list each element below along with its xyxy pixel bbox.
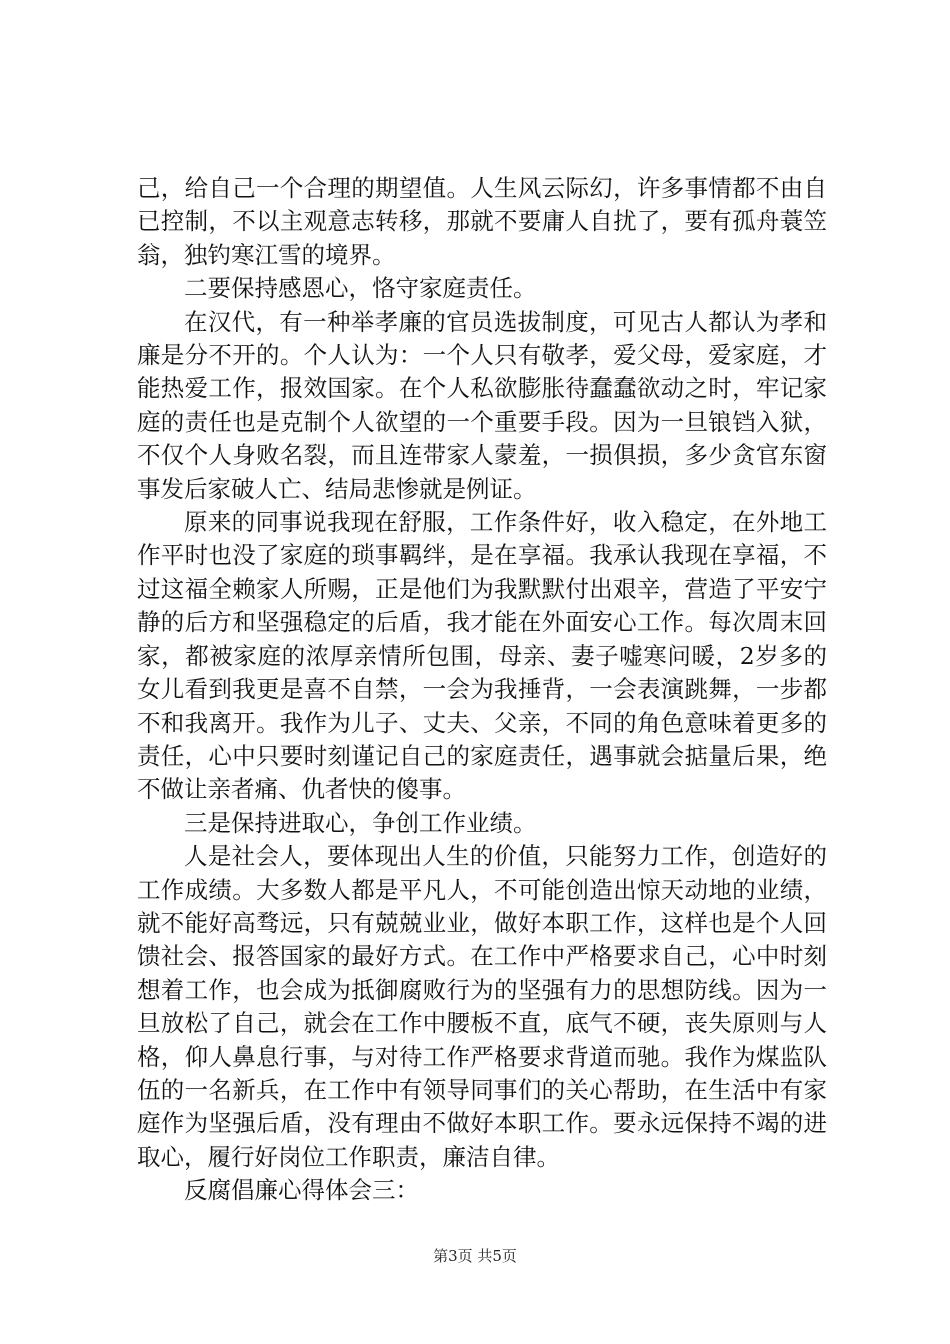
paragraph-han-dynasty: 在汉代，有一种举孝廉的官员选拔制度，可见古人都认为孝和廉是分不开的。个人认为：一个人只有敬孝，爱父母，爱家庭，才能热爱工作，报效国家。在个人私欲膨胀待蠢蠢欲动之时，牢记家庭的责任也是克制个人欲望的一个重要手段。因为一旦锒铛入狱，不仅个人身败名裂，而且连带家人蒙羞，一损俱损，多少贪官东窗事发后家破人亡、结局悲惨就是例证。 [137,307,827,503]
page-number-footer: 第3页 共5页 [433,1247,517,1265]
section-heading-part-three: 反腐倡廉心得体会三： [184,1176,419,1205]
document-body [137,172,827,1208]
paragraph-family: 原来的同事说我现在舒服，工作条件好，收入稳定，在外地工作平时也没了家庭的琐事羁绊，是在享福。我承认我现在享福，不过这福全赖家人所赐，正是他们为我默默付出艰辛，营造了平安宁静的后方和坚强稳定的后盾，我才能在外面安心工作。每次周末回家，都被家庭的浓厚亲情所包围，母亲、妻子嘘寒问暖，2岁多的女儿看到我更是喜不自禁，一会为我捶背，一会表演跳舞，一步都不和我离开。我作为儿子、丈夫、父亲，不同的角色意味着更多的责任，心中只要时刻谨记自己的家庭责任，遇事就会掂量后果，绝不做让亲者痛、仇者快的傻事。 [137,508,827,804]
paragraph-work: 人是社会人，要体现出人生的价值，只能努力工作，创造好的工作成绩。大多数人都是平凡人，不可能创造出惊天动地的业绩，就不能好高骛远，只有兢兢业业，做好本职工作，这样也是个人回馈社会、报答国家的最好方式。在工作中严格要求自己，心中时刻想着工作，也会成为抵御腐败行为的坚强有力的思想防线。因为一旦放松了自己，就会在工作中腰板不直，底气不硬，丧失原则与人格，仰人鼻息行事，与对待工作严格要求背道而驰。我作为煤监队伍的一名新兵，在工作中有领导同事们的关心帮助，在生活中有家庭作为坚强后盾，没有理由不做好本职工作。要永远保持不竭的进取心，履行好岗位工作职责，廉洁自律。 [137,842,827,1171]
section-heading-progress: 三是保持进取心，争创工作业绩。 [184,808,537,837]
section-heading-gratitude: 二要保持感恩心，恪守家庭责任。 [184,274,537,303]
paragraph-continuation: 己，给自己一个合理的期望值。人生风云际幻，许多事情都不由自已控制，不以主观意志转移，那就不要庸人自扰了，要有孤舟蓑笠翁，独钓寒江雪的境界。 [137,174,827,269]
